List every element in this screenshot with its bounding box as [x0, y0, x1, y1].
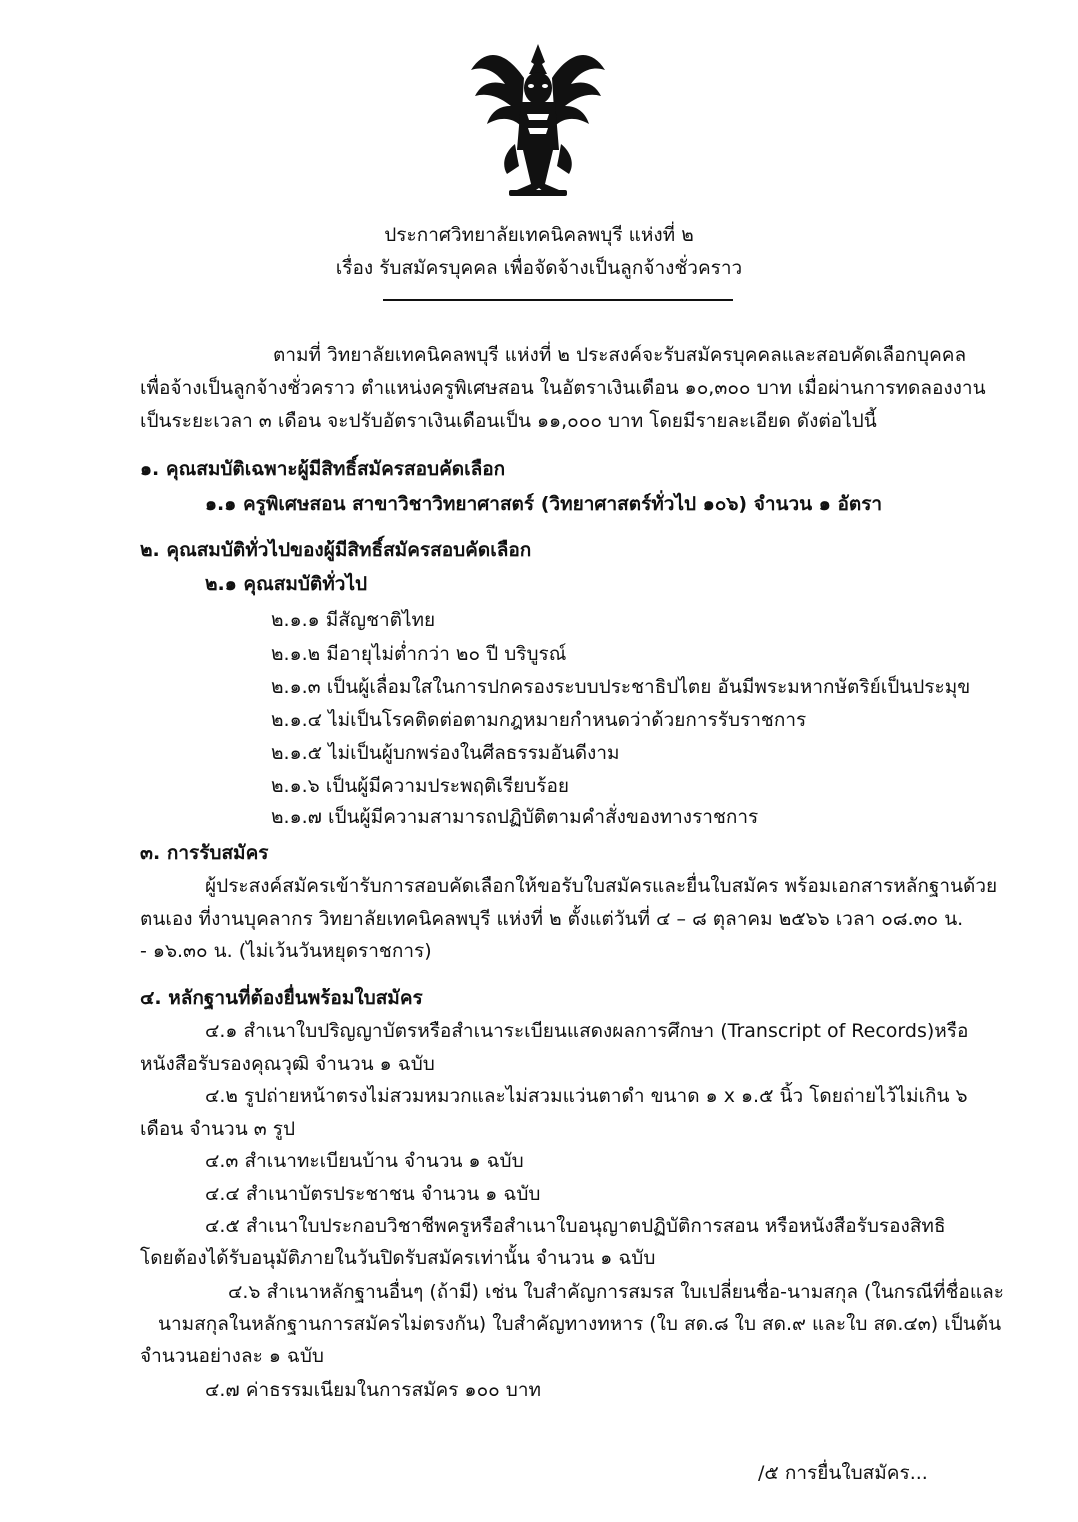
title-divider	[383, 299, 733, 301]
document-list-line: ๔.๒ รูปถ่ายหน้าตรงไม่สวมหมวกและไม่สวมแว่นตาดำ ขนาด ๑ x ๑.๕ นิ้ว โดยถ่ายไว้ไม่เกิน ๖	[205, 1085, 968, 1107]
intro-line: ตามที่ วิทยาลัยเทคนิคลพบุรี แห่งที่ ๒ ประสงค์จะรับสมัครบุคคลและสอบคัดเลือกบุคคล	[273, 344, 967, 366]
qualification-item: ๒.๑.๓ เป็นผู้เลื่อมใสในการปกครองระบบประชาธิปไตย อันมีพระมหากษัตริย์เป็นประมุข	[271, 676, 971, 698]
document-list-line: ๔.๑ สำเนาใบปริญญาบัตรหรือสำเนาระเบียนแสดงผลการศึกษา (Transcript of Records)หรือ	[205, 1020, 969, 1042]
section-1-heading: ๑. คุณสมบัติเฉพาะผู้มีสิทธิ์สมัครสอบคัดเลือก	[140, 458, 506, 480]
document-list-line: จำนวนอย่างละ ๑ ฉบับ	[140, 1345, 324, 1367]
document-list-line: โดยต้องได้รับอนุมัติภายในวันปิดรับสมัครเท่านั้น จำนวน ๑ ฉบับ	[140, 1247, 656, 1269]
intro-line: เพื่อจ้างเป็นลูกจ้างชั่วคราว ตำแหน่งครูพิเศษสอน ในอัตราเงินเดือน ๑๐,๓๐๐ บาท เมื่อผ่านการทดลองงาน	[140, 377, 986, 399]
announcement-title: ประกาศวิทยาลัยเทคนิคลพบุรี แห่งที่ ๒	[384, 224, 694, 246]
section-2-subheading: ๒.๑ คุณสมบัติทั่วไป	[205, 573, 368, 595]
document-list-line: ๔.๓ สำเนาทะเบียนบ้าน จำนวน ๑ ฉบับ	[205, 1150, 524, 1172]
section-3-heading: ๓. การรับสมัคร	[140, 842, 269, 864]
continued-page-note: /๕ การยื่นใบสมัคร...	[758, 1462, 928, 1484]
document-list-line: เดือน จำนวน ๓ รูป	[140, 1118, 296, 1140]
qualification-item: ๒.๑.๒ มีอายุไม่ต่ำกว่า ๒๐ ปี บริบูรณ์	[271, 643, 567, 665]
qualification-item: ๒.๑.๕ ไม่เป็นผู้บกพร่องในศีลธรรมอันดีงาม	[271, 742, 620, 764]
qualification-item: ๒.๑.๖ เป็นผู้มีความประพฤติเรียบร้อย	[271, 775, 570, 797]
qualification-item: ๒.๑.๗ เป็นผู้มีความสามารถปฏิบัติตามคำสั่งของทางราชการ	[271, 806, 759, 828]
document-list-line: หนังสือรับรองคุณวุฒิ จำนวน ๑ ฉบับ	[140, 1053, 435, 1075]
qualification-item: ๒.๑.๔ ไม่เป็นโรคติดต่อตามกฎหมายกำหนดว่าด้วยการรับราชการ	[271, 709, 807, 731]
section-4-heading: ๔. หลักฐานที่ต้องยื่นพร้อมใบสมัคร	[140, 987, 423, 1009]
document-list-line: ๔.๖ สำเนาหลักฐานอื่นๆ (ถ้ามี) เช่น ใบสำคัญการสมรส ใบเปลี่ยนชื่อ-นามสกุล (ในกรณีที่ชื่อและ	[228, 1281, 1004, 1303]
qualification-item: ๒.๑.๑ มีสัญชาติไทย	[271, 609, 436, 631]
announcement-subject: เรื่อง รับสมัครบุคคล เพื่อจัดจ้างเป็นลูกจ้างชั่วคราว	[335, 257, 743, 279]
application-text-line: - ๑๖.๓๐ น. (ไม่เว้นวันหยุดราชการ)	[140, 940, 432, 962]
document-list-line: ๔.๗ ค่าธรรมเนียมในการสมัคร ๑๐๐ บาท	[205, 1379, 542, 1401]
application-text-line: ผู้ประสงค์สมัครเข้ารับการสอบคัดเลือกให้ขอรับใบสมัครและยื่นใบสมัคร พร้อมเอกสารหลักฐานด้วย	[205, 875, 998, 897]
application-text-line: ตนเอง ที่งานบุคลากร วิทยาลัยเทคนิคลพบุรี แห่งที่ ๒ ตั้งแต่วันที่ ๔ – ๘ ตุลาคม ๒๕๖๖ เวลา ๐๘.๓๐ น.	[140, 908, 964, 930]
document-list-line: นามสกุลในหลักฐานการสมัครไม่ตรงกัน) ใบสำคัญทางทหาร (ใบ สด.๘ ใบ สด.๙ และใบ สด.๔๓) เป็นต้น	[158, 1313, 1002, 1335]
document-list-line: ๔.๕ สำเนาใบประกอบวิชาชีพครูหรือสำเนาใบอนุญาตปฏิบัติการสอน หรือหนังสือรับรองสิทธิ	[205, 1215, 946, 1237]
section-2-heading: ๒. คุณสมบัติทั่วไปของผู้มีสิทธิ์สมัครสอบคัดเลือก	[140, 539, 532, 561]
document-list-line: ๔.๔ สำเนาบัตรประชาชน จำนวน ๑ ฉบับ	[205, 1183, 541, 1205]
garuda-emblem-icon	[465, 40, 611, 202]
section-1-item: ๑.๑ ครูพิเศษสอน สาขาวิชาวิทยาศาสตร์ (วิทยาศาสตร์ทั่วไป ๑๐๖) จำนวน ๑ อัตรา	[205, 493, 883, 515]
intro-line: เป็นระยะเวลา ๓ เดือน จะปรับอัตราเงินเดือนเป็น ๑๑,๐๐๐ บาท โดยมีรายละเอียด ดังต่อไปนี้	[140, 410, 877, 432]
